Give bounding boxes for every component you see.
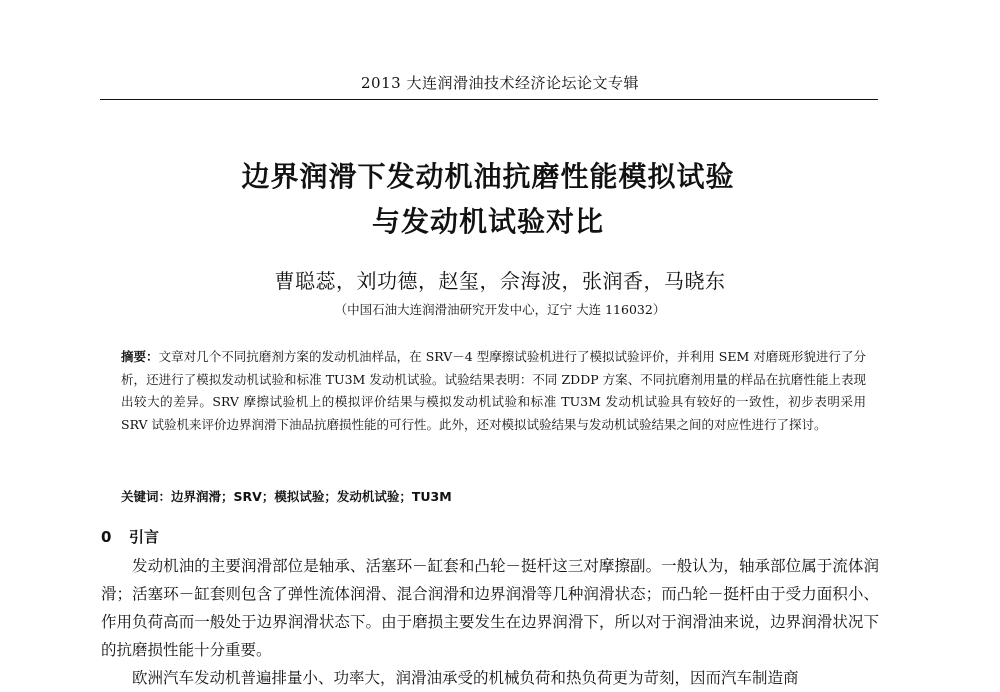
paper-title-line-2: 与发动机试验对比 — [371, 205, 604, 238]
header-rule — [100, 99, 878, 100]
paper-title-line-1: 边界润滑下发动机油抗磨性能模拟试验 — [241, 160, 735, 193]
paper-affiliation: （中国石油大连润滑油研究开发中心，辽宁 大连 116032） — [334, 302, 666, 317]
body-paragraph-2: 欧洲汽车发动机普遍排量小、功率大，润滑油承受的机械负荷和热负荷更为苛刻，因而汽车制造商 — [132, 669, 799, 687]
section-number: 0 — [101, 528, 112, 546]
abstract-text: 文章对几个不同抗磨剂方案的发动机油样品，在 SRV－4 型摩擦试验机进行了模拟试验评价，并利用 SEM 对磨斑形貌进行了分析，还进行了模拟发动机试验和标准 TU3M 发动机试验。试验结果表明：不同 ZDDP 方案、不同抗磨剂用量的样品在抗磨性能上表现出较大的差异。SRV 摩擦试验机上的模拟评价结果与模拟发动机试验和标准 TU3M 发动机试验具有较好的一致性，初步表明采用 SRV 试验机来评价边界润滑下油品抗磨损性能的可行性。此外，还对模拟试验结果与发动机试验结果之间的对应性进行了探讨。 — [121, 349, 866, 432]
section-title: 引言 — [129, 528, 160, 546]
body-text — [101, 552, 879, 692]
journal-header-title: 2013 大连润滑油技术经济论坛论文专辑 — [361, 74, 639, 92]
paper-authors: 曹聪蕊，刘功德，赵玺，佘海波，张润香，马晓东 — [274, 269, 726, 293]
abstract-label: 摘要： — [121, 349, 159, 364]
section-heading-introduction — [101, 526, 159, 547]
keywords-text: 边界润滑；SRV；模拟试验；发动机试验；TU3M — [171, 489, 452, 504]
keywords — [121, 487, 866, 505]
abstract — [121, 346, 866, 436]
keywords-label: 关键词： — [121, 489, 172, 504]
body-paragraph-1: 发动机油的主要润滑部位是轴承、活塞环－缸套和凸轮－挺杆这三对摩擦副。一般认为，轴承部位属于流体润滑；活塞环－缸套则包含了弹性流体润滑、混合润滑和边界润滑等几种润滑状态；而凸轮－挺杆由于受力面积小、作用负荷高而一般处于边界润滑状态下。由于磨损主要发生在边界润滑下，所以对于润滑油来说，边界润滑状况下的抗磨损性能十分重要。 — [101, 557, 879, 659]
